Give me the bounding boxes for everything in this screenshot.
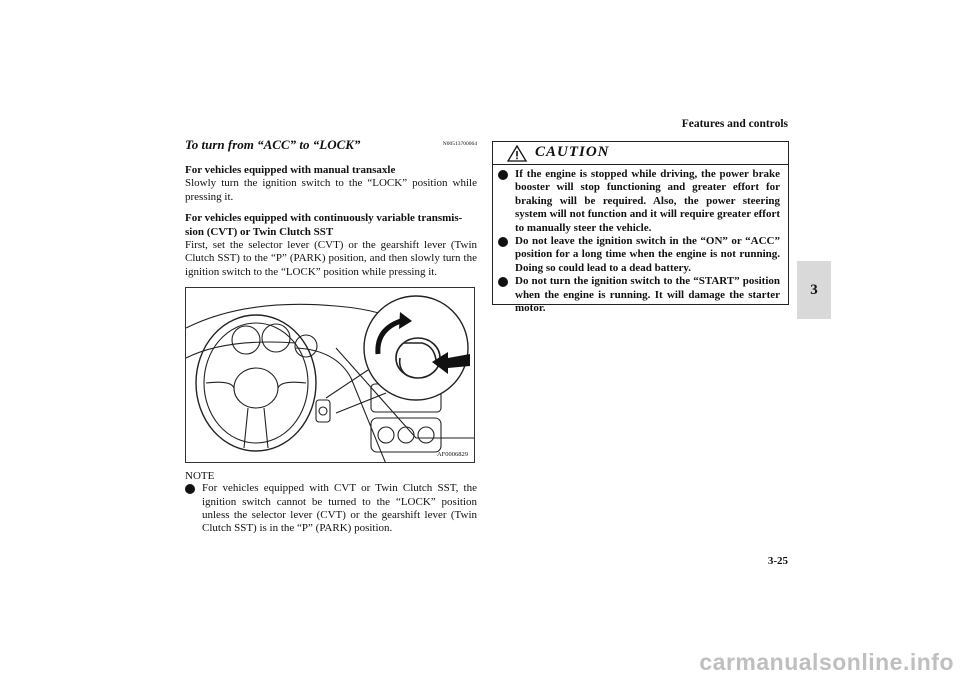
manual-heading: For vehicles equipped with manual transaxle [185, 164, 396, 176]
caution-item [497, 275, 780, 315]
section-code: N00513700064 [442, 141, 477, 147]
bullet-icon [498, 237, 508, 247]
caution-item-text: If the engine is stopped while driving, the power brake booster will stop functioning and greater effort for braking will be required. Also, the power steering system will not function and it will require greater effort to manually steer the vehicle. [515, 168, 780, 234]
caution-item-text: Do not leave the ignition switch in the “ON” or “ACC” position for a long time when the engine is not running. Doing so could lead to a dead battery. [515, 235, 780, 274]
note-item [185, 482, 477, 536]
bullet-icon [498, 277, 508, 287]
cvt-heading: For vehicles equipped with continuously variable transmis-sion (CVT) or Twin Clutch SST [185, 212, 463, 238]
manual-text: Slowly turn the ignition switch to the “LOCK” position while pressing it. [185, 177, 477, 203]
caution-title: CAUTION [535, 144, 610, 160]
ignition-switch-illustration [185, 287, 475, 463]
page-header-title: Features and controls [681, 118, 788, 130]
caution-item-text: Do not turn the ignition switch to the “START” position when the engine is running. It will damage the starter motor. [515, 275, 780, 315]
caution-header [493, 142, 788, 165]
caution-item [497, 235, 780, 275]
section-title [185, 137, 477, 154]
page-number: 3-25 [767, 555, 788, 567]
dashboard-drawing [186, 288, 475, 463]
cvt-text: First, set the selector lever (CVT) or the gearshift lever (Twin Clutch SST) to the “P” (PARK) position, and then slowly turn the ignition switch to the “LOCK” position while pressing it. [185, 239, 477, 278]
chapter-tab: 3 [797, 261, 831, 319]
warning-triangle-icon [507, 145, 527, 162]
note-title: NOTE [185, 470, 215, 483]
left-column [185, 137, 477, 536]
caution-list [493, 165, 788, 315]
figure-code: AF0006829 [436, 451, 468, 459]
bullet-icon [185, 484, 195, 494]
bullet-icon [498, 170, 508, 180]
caution-box [492, 141, 789, 315]
note-item-text: For vehicles equipped with CVT or Twin Clutch SST, the ignition switch cannot be turned to the “LOCK” position unless the selector lever (CVT) or the gearshift lever (Twin Clutch SST) is in the “P” (PARK) position. [202, 482, 477, 535]
caution-item [497, 168, 780, 235]
watermark[interactable]: carmanualsonline.info [699, 649, 954, 675]
section-title-text: To turn from “ACC” to “LOCK” [185, 137, 361, 152]
